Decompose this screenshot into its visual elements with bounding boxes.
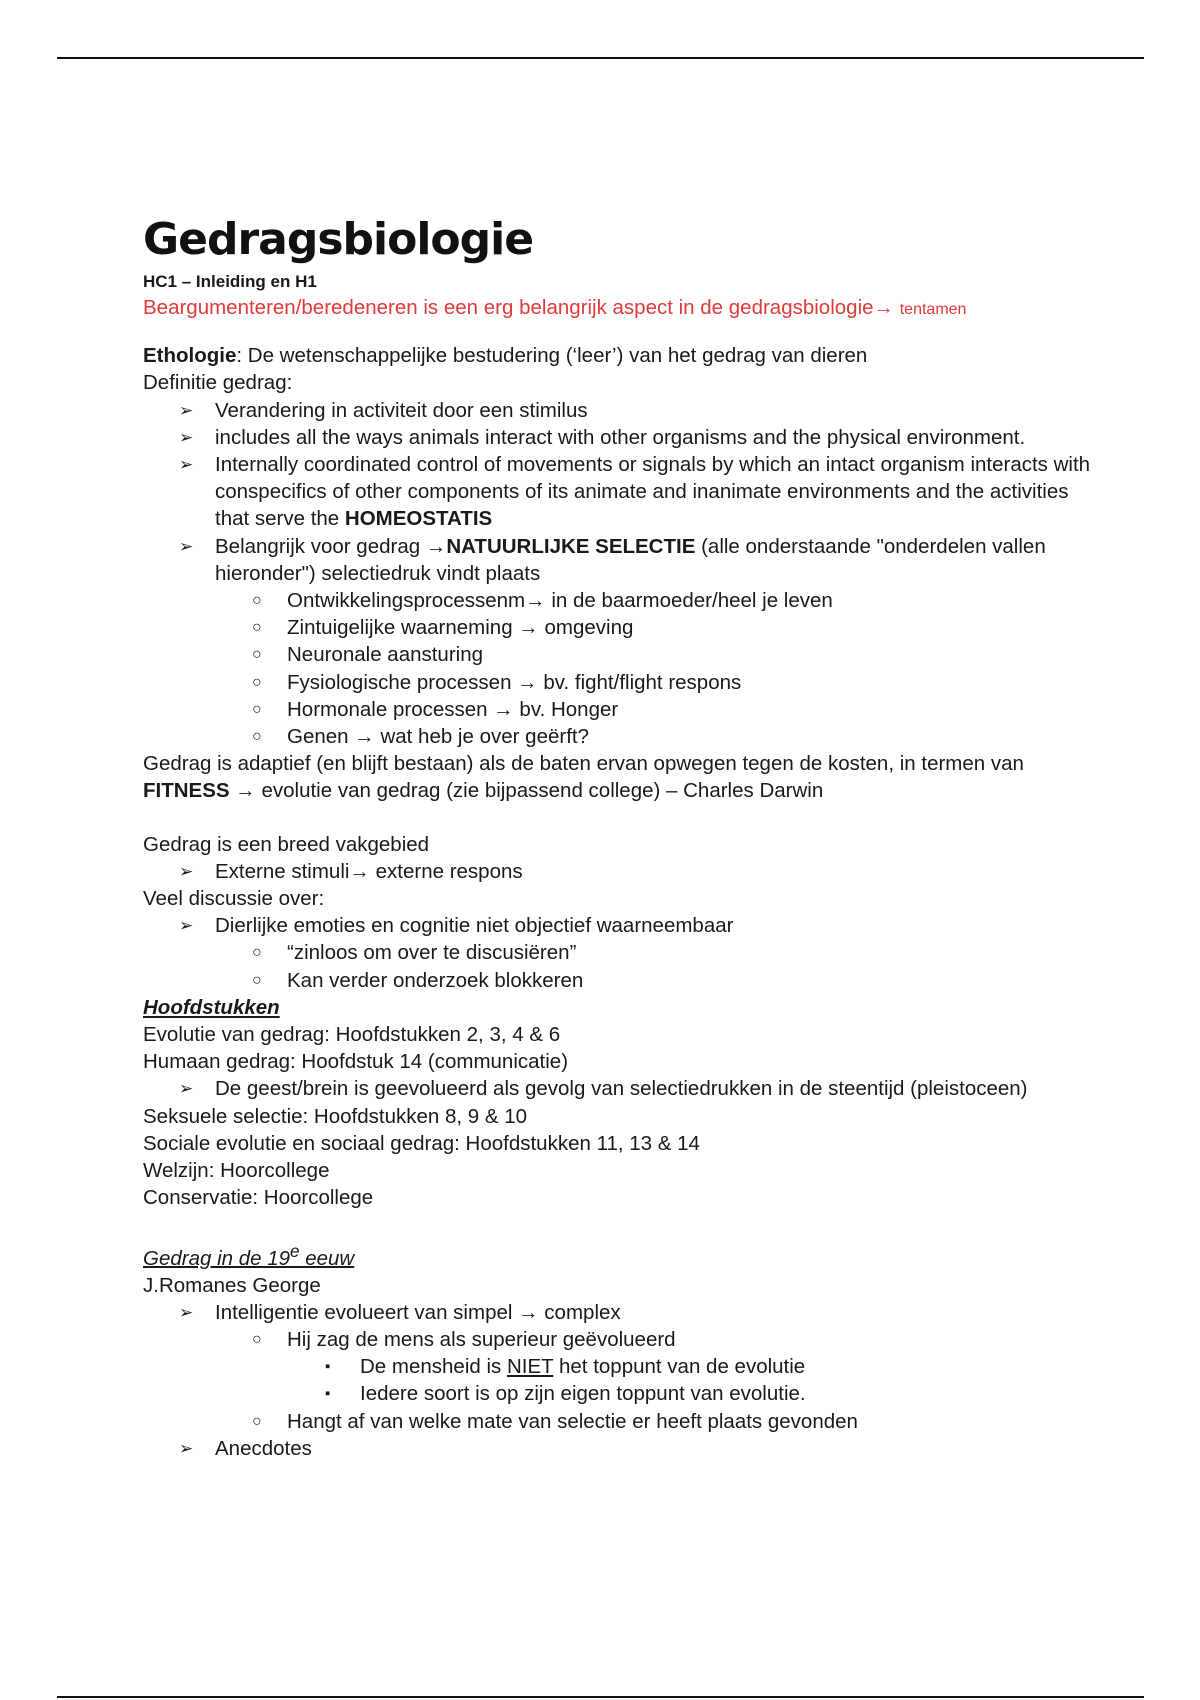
circle-bullet-icon: ○ — [252, 728, 262, 746]
ethologie-text: : De wetenschappelijke bestudering (‘leer’) van het gedrag van dieren — [236, 344, 868, 368]
romanes-list — [143, 1299, 1093, 1462]
list-item — [143, 696, 1093, 723]
circle-bullet-icon: ○ — [252, 944, 262, 962]
list-item — [143, 397, 1093, 424]
footer-rule — [57, 1696, 1144, 1698]
list-item — [143, 533, 1093, 587]
eeuw-header — [143, 1238, 1093, 1272]
circle-bullet-icon: ○ — [252, 700, 262, 718]
list-item — [143, 1299, 1093, 1326]
document-title: Gedragsbiologie — [143, 214, 534, 265]
paragraph-text: Gedrag is adaptief (en blijft bestaan) als de baten ervan opwegen tegen de kosten, in termen van — [143, 752, 1024, 776]
square-bullet-icon: ▪ — [325, 1358, 331, 1376]
hoofdstuk-seksuele: Seksuele selectie: Hoofdstukken 8, 9 & 10 — [143, 1104, 528, 1128]
list-item — [143, 587, 1093, 614]
arrow-bullet-icon: ➢ — [179, 400, 194, 420]
item-text: Anecdotes — [215, 1436, 312, 1460]
list-item — [143, 1075, 1093, 1102]
header-sup: e — [290, 1241, 300, 1261]
arrow-icon: → — [873, 296, 895, 319]
item-text: (alle onderstaande "onderdelen vallen hieronder") selectiedruk vindt plaats — [215, 534, 1046, 585]
intro-small: tentamen — [899, 301, 967, 318]
hoofdstuk-conservatie: Conservatie: Hoorcollege — [143, 1186, 374, 1210]
item-underline: NIET — [506, 1355, 554, 1379]
hoofdstukken-header: Hoofdstukken — [143, 995, 280, 1019]
header-rule — [57, 57, 1144, 59]
list-item — [143, 641, 1093, 668]
item-text: Kan verder onderzoek blokkeren — [287, 968, 584, 992]
arrow-bullet-icon: ➢ — [179, 536, 194, 556]
humaan-list — [143, 1075, 1093, 1102]
hoofdstuk-sociale: Sociale evolutie en sociaal gedrag: Hoofdstukken 11, 13 & 14 — [143, 1131, 700, 1155]
hoofdstuk-evolutie: Evolutie van gedrag: Hoofdstukken 2, 3, 4 & 6 — [143, 1023, 561, 1047]
breed-vakgebied: Gedrag is een breed vakgebied — [143, 832, 430, 856]
list-item — [143, 1435, 1093, 1462]
list-item — [143, 1326, 1093, 1353]
breed-list — [143, 858, 1093, 885]
discussie-list — [143, 912, 1093, 994]
item-bold: →NATUURLIJKE SELECTIE — [425, 534, 696, 558]
circle-bullet-icon: ○ — [252, 971, 262, 989]
list-item — [143, 669, 1093, 696]
list-item — [143, 858, 1093, 885]
fitness-term: FITNESS — [143, 779, 230, 803]
circle-bullet-icon: ○ — [252, 1412, 262, 1430]
list-item — [143, 967, 1093, 994]
list-item — [143, 1353, 1093, 1380]
header-text: eeuw — [299, 1246, 355, 1270]
square-bullet-icon: ▪ — [325, 1385, 331, 1403]
circle-bullet-icon: ○ — [252, 646, 262, 664]
item-text: Fysiologische processen → bv. fight/flight respons — [287, 670, 742, 694]
circle-bullet-icon: ○ — [252, 592, 262, 610]
definitie-gedrag-label: Definitie gedrag: — [143, 371, 293, 395]
item-text: Hij zag de mens als superieur geëvolueerd — [287, 1327, 676, 1351]
discussie-label: Veel discussie over: — [143, 887, 325, 911]
item-text: De mensheid is — [360, 1355, 507, 1379]
arrow-bullet-icon: ➢ — [179, 1079, 194, 1099]
item-text: Dierlijke emoties en cognitie niet objectief waarneembaar — [215, 914, 734, 938]
list-item — [143, 424, 1093, 451]
circle-bullet-icon: ○ — [252, 673, 262, 691]
list-item — [143, 614, 1093, 641]
circle-bullet-icon: ○ — [252, 619, 262, 637]
arrow-bullet-icon: ➢ — [179, 1438, 194, 1458]
arrow-bullet-icon: ➢ — [179, 455, 194, 475]
document-page — [143, 214, 1093, 1462]
item-text: Zintuigelijke waarneming → omgeving — [287, 616, 634, 640]
item-text: includes all the ways animals interact with other organisms and the physical environment. — [215, 425, 1026, 449]
arrow-bullet-icon: ➢ — [179, 861, 194, 881]
arrow-bullet-icon: ➢ — [179, 916, 194, 936]
item-text: Intelligentie evolueert van simpel → complex — [215, 1300, 621, 1324]
list-item — [143, 723, 1093, 750]
document-subtitle: HC1 – Inleiding en H1 — [143, 272, 317, 291]
item-text: Hangt af van welke mate van selectie er heeft plaats gevonden — [287, 1409, 858, 1433]
ethologie-term: Ethologie — [143, 344, 237, 368]
item-text: Iedere soort is op zijn eigen toppunt van evolutie. — [360, 1382, 806, 1406]
intro-text: Beargumenteren/beredeneren is een erg belangrijk aspect in de gedragsbiologie — [143, 296, 874, 319]
definitie-list — [143, 397, 1093, 751]
item-text: Internally coordinated control of movements or signals by which an intact organism interacts with conspecifics of other components of its animate and inanimate environments and the activities that serve the — [215, 453, 1091, 531]
item-bold: HOMEOSTATIS — [344, 507, 493, 531]
item-text: Genen → wat heb je over geërft? — [287, 725, 589, 749]
item-text: Neuronale aansturing — [287, 643, 484, 667]
romanes-name: J.Romanes George — [143, 1273, 321, 1297]
hoofdstuk-humaan: Humaan gedrag: Hoofdstuk 14 (communicatie) — [143, 1050, 569, 1074]
list-item — [143, 1380, 1093, 1407]
list-item — [143, 1408, 1093, 1435]
header-text: Gedrag in de 19 — [143, 1246, 291, 1270]
list-item — [143, 912, 1093, 939]
item-text: “zinloos om over te discusiëren” — [287, 941, 577, 965]
intro-note — [143, 294, 1093, 323]
item-text: De geest/brein is geevolueerd als gevolg van selectiedrukken in de steentijd (pleistoceen) — [215, 1077, 1028, 1101]
circle-bullet-icon: ○ — [252, 1330, 262, 1348]
list-item — [143, 451, 1093, 533]
adaptief-paragraph — [143, 750, 1093, 804]
item-text: Externe stimuli→ externe respons — [215, 859, 523, 883]
ethologie-definition — [143, 342, 1093, 369]
item-text: Verandering in activiteit door een stimilus — [215, 398, 588, 422]
paragraph-text: → evolutie van gedrag (zie bijpassend college) – Charles Darwin — [229, 779, 824, 803]
item-text: het toppunt van de evolutie — [553, 1355, 806, 1379]
item-text: Ontwikkelingsprocessenm→ in de baarmoeder/heel je leven — [287, 589, 833, 613]
hoofdstuk-welzijn: Welzijn: Hoorcollege — [143, 1159, 330, 1183]
item-text: Belangrijk voor gedrag — [215, 534, 426, 558]
list-item — [143, 939, 1093, 966]
arrow-bullet-icon: ➢ — [179, 427, 194, 447]
item-text: Hormonale processen → bv. Honger — [287, 697, 619, 721]
arrow-bullet-icon: ➢ — [179, 1302, 194, 1322]
